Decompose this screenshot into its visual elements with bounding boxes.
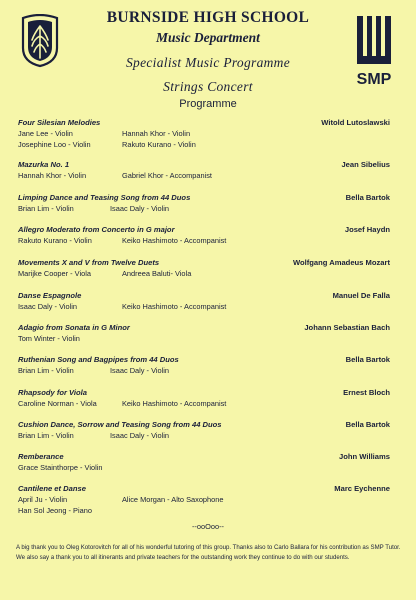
performer: Marijke Cooper - Viola [18,269,91,278]
composer: Jean Sibelius [341,160,390,169]
piece-title: Mazurka No. 1 [18,160,70,169]
performer: Jane Lee - Violin [18,129,73,138]
performer: Tom Winter - Violin [18,334,80,343]
performer: Rakuto Kurano - Violin [18,236,92,245]
performer: Brian Lim - Violin [18,431,74,440]
composer: Witold Lutoslawski [321,118,390,127]
performer: Alice Morgan - Alto Saxophone [122,495,224,504]
piece-title: Remberance [18,452,64,461]
composer: Bella Bartok [345,355,390,364]
performer: Brian Lim - Violin [18,204,74,213]
performer: Brian Lim - Violin [18,366,74,375]
performer: Isaac Daly - Violin [110,431,170,440]
composer: Josef Haydn [344,225,390,234]
performer: April Ju - Violin [18,495,68,504]
performer: Isaac Daly - Violin [110,366,170,375]
closing-mark: --ooOoo-- [191,522,225,531]
performer: Rakuto Kurano - Violin [122,140,196,149]
performer: Keiko Hashimoto - Accompanist [122,399,227,408]
composer: Marc Eychenne [334,484,390,493]
piece-title: Adagio from Sonata in G Minor [18,323,130,332]
performer: Gabriel Khor - Accompanist [122,171,212,180]
piece-title: Allegro Moderato from Concerto in G major [18,225,175,234]
concert-name: Strings Concert [163,79,253,94]
piece-title: Limping Dance and Teasing Song from 44 Duos [18,193,191,202]
performer: Han Sol Jeong - Piano [18,506,92,515]
composer: Manuel De Falla [332,291,390,300]
piece-title: Rhapsody for Viola [18,388,87,397]
composer: Bella Bartok [345,420,390,429]
piece-title: Four Silesian Melodies [18,118,101,127]
performer: Caroline Norman - Viola [18,399,97,408]
composer: John Williams [339,452,390,461]
performer: Hannah Khor - Violin [122,129,191,138]
school-name: BURNSIDE HIGH SCHOOL [106,9,310,26]
performer: Hannah Khor - Violin [18,171,87,180]
composer: Bella Bartok [345,193,390,202]
performer: Keiko Hashimoto - Accompanist [122,302,227,311]
performer: Andreea Baluti- Viola [122,269,192,278]
department-name: Music Department [156,30,260,45]
section-label: Programme [179,98,237,110]
school-crest-icon [20,14,60,68]
performer: Josephine Loo - Violin [18,140,91,149]
smp-logo-text: SMP [356,71,392,88]
composer: Wolfgang Amadeus Mozart [292,258,390,267]
performer: Isaac Daly - Violin [18,302,78,311]
piece-title: Cushion Dance, Sorrow and Teasing Song from 44 Duos [18,420,222,429]
thanks-paragraph: A big thank you to Oleg Kotorovitch for all of his wonderful tutoring of this group. Thanks also to Carlo Ballara for his contribution as SMP Tutor. We also say a thank you to all itinerants and private teachers for the outstanding work they continue to do with our students. [16,544,401,562]
performer: Keiko Hashimoto - Accompanist [122,236,227,245]
programme-name: Specialist Music Programme [125,55,291,70]
performer: Grace Stainthorpe - Violin [18,463,103,472]
piece-title: Danse Espagnole [18,291,82,300]
piece-title: Ruthenian Song and Bagpipes from 44 Duos [18,355,179,364]
composer: Ernest Bloch [343,388,390,397]
smp-logo-icon [354,14,394,94]
piece-title: Movements X and V from Twelve Duets [18,258,160,267]
piece-title: Cantilene et Danse [18,484,86,493]
composer: Johann Sebastian Bach [304,323,390,332]
performer: Isaac Daly - Violin [110,204,170,213]
